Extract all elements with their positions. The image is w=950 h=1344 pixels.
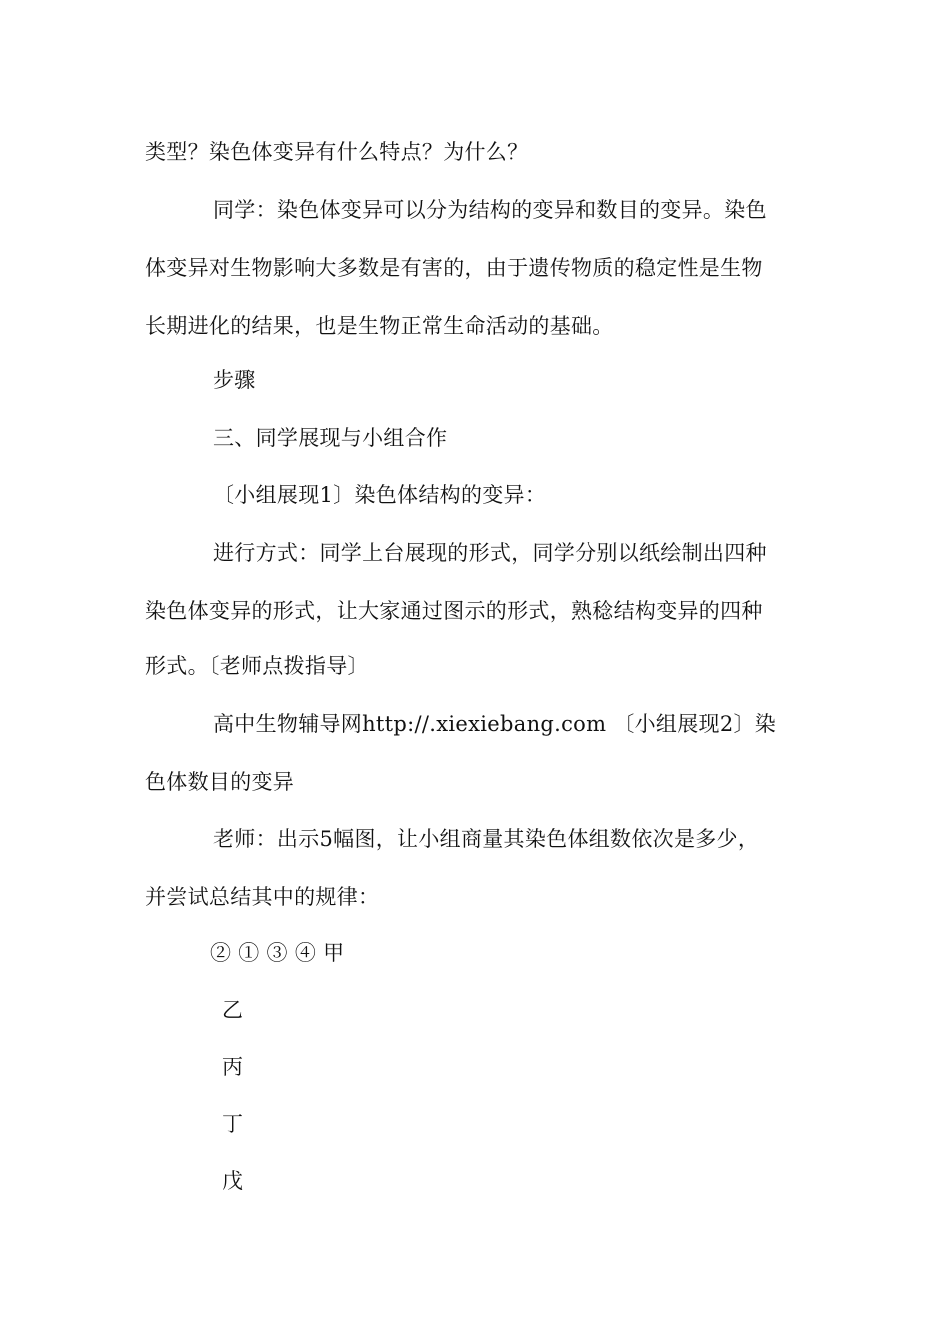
text-line-3: 体变异对生物影响大多数是有害的，由于遗传物质的稳定性是生物 — [145, 256, 763, 280]
text-line-2: 同学：染色体变异可以分为结构的变异和数目的变异。染色 — [213, 198, 767, 222]
group-display-1: 〔小组展现1〕染色体结构的变异： — [213, 483, 547, 507]
figure-label-yi: 乙 — [222, 998, 244, 1022]
text-line-8: 进行方式：同学上台展现的形式，同学分别以纸绘制出四种 — [213, 541, 767, 565]
figure-label-ding: 丁 — [222, 1112, 244, 1136]
text-line-1: 类型？染色体变异有什么特点？为什么？ — [145, 140, 529, 164]
section-heading: 三、同学展现与小组合作 — [213, 426, 448, 450]
text-line-9: 染色体变异的形式，让大家通过图示的形式，熟稔结构变异的四种 — [145, 599, 763, 623]
text-line-12: 色体数目的变异 — [145, 770, 295, 794]
text-line-4: 长期进化的结果，也是生物正常生命活动的基础。 — [145, 314, 614, 338]
text-line-10: 形式。〔老师点拨指导〕 — [145, 654, 369, 678]
figure-label-bing: 丙 — [222, 1055, 244, 1079]
text-line-14: 并尝试总结其中的规律： — [145, 885, 380, 909]
text-line-11: 高中生物辅导网http://.xiexiebang.com 〔小组展现2〕染 — [213, 712, 777, 736]
figure-labels-row: ② ① ③ ④ 甲 — [210, 941, 345, 965]
text-line-5: 步骤 — [213, 368, 256, 392]
figure-label-wu: 戊 — [222, 1169, 244, 1193]
text-line-13: 老师：出示5幅图，让小组商量其染色体组数依次是多少， — [213, 827, 760, 851]
